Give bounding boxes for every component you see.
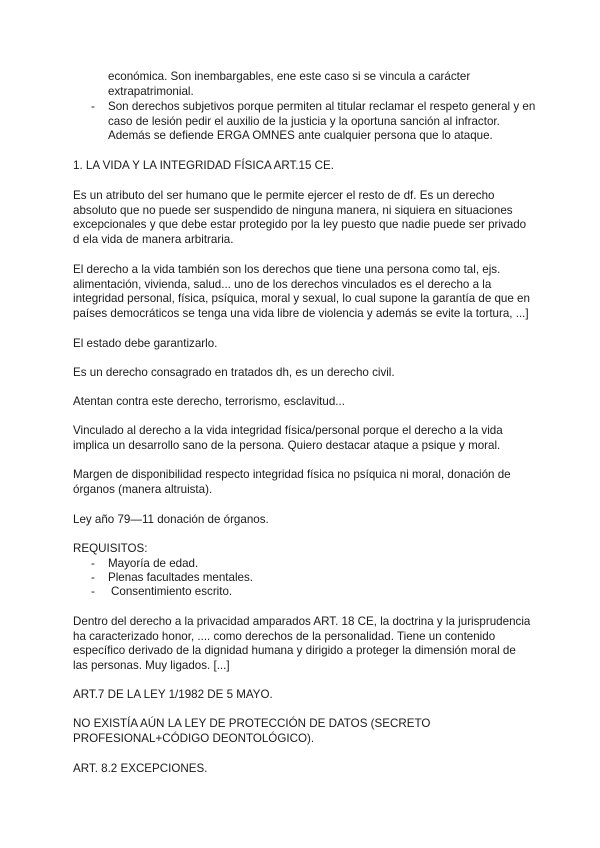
section-heading: 1. LA VIDA Y LA INTEGRIDAD FÍSICA ART.15 CE. xyxy=(73,159,334,172)
paragraph: Es un derecho consagrado en tratados dh, es un derecho civil. xyxy=(73,366,395,379)
paragraph: Ley año 79—11 donación de órganos. xyxy=(73,513,269,526)
bullet-text: Son derechos subjetivos porque permiten al titular reclamar el respeto general y en caso de lesión pedir el auxilio de la justicia y la oportuna sanción al infractor. Además se defiende ERGA OMNES ante cualquier persona que lo ataque. xyxy=(108,100,536,143)
bullet-dash: - xyxy=(91,557,95,570)
paragraph: Es un atributo del ser humano que le permite ejercer el resto de df. Es un derecho absoluto que no puede ser suspendido de ninguna manera, ni siquiera en situaciones excepcionales y que debe estar protegido por la ley puesto que nadie puede ser privado d ela vida de manera arbitraria. xyxy=(73,189,527,246)
paragraph: ART. 8.2 EXCEPCIONES. xyxy=(73,762,208,775)
paragraph: Atentan contra este derecho, terrorismo, esclavitud... xyxy=(73,395,345,408)
bullet-dash: - xyxy=(91,585,95,598)
requisitos-title: REQUISITOS: xyxy=(73,542,148,555)
bullet-dash: - xyxy=(91,100,95,113)
paragraph: NO EXISTÍA AÚN LA LEY DE PROTECCIÓN DE DATOS (SECRETO PROFESIONAL+CÓDIGO DEONTOLÓGICO). xyxy=(73,717,431,745)
requisito-item: Plenas facultades mentales. xyxy=(108,571,254,584)
paragraph: Margen de disponibilidad respecto integridad física no psíquica ni moral, donación de órganos (manera altruista). xyxy=(73,468,511,496)
paragraph: El derecho a la vida también son los derechos que tiene una persona como tal, ejs. alimentación, vivienda, salud... uno de los derechos vinculados es el derecho a la integridad personal, física, psíquica, moral y sexual, lo cual supone la garantía de que en países democráticos se tenga una vida libre de violencia y además se evite la tortura, ...] xyxy=(73,263,530,320)
paragraph: Vinculado al derecho a la vida integridad física/personal porque el derecho a la vida implica un desarrollo sano de la persona. Quiero destacar ataque a psique y moral. xyxy=(73,424,503,452)
requisito-item: Mayoría de edad. xyxy=(108,557,199,570)
paragraph: Dentro del derecho a la privacidad amparados ART. 18 CE, la doctrina y la jurisprudencia ha caracterizado honor, .... como derechos de la personalidad. Tiene un contenido específico derivado de la dignidad humana y dirigido a proteger la dimensión moral de las personas. Muy ligados. [...] xyxy=(73,615,531,672)
paragraph: El estado debe garantizarlo. xyxy=(73,337,218,350)
continued-bullet-text: económica. Son inembargables, ene este caso si se vincula a carácter extrapatrimonial. xyxy=(108,70,471,98)
paragraph: ART.7 DE LA LEY 1/1982 DE 5 MAYO. xyxy=(73,688,273,701)
bullet-dash: - xyxy=(91,571,95,584)
requisito-item: Consentimiento escrito. xyxy=(111,585,233,598)
